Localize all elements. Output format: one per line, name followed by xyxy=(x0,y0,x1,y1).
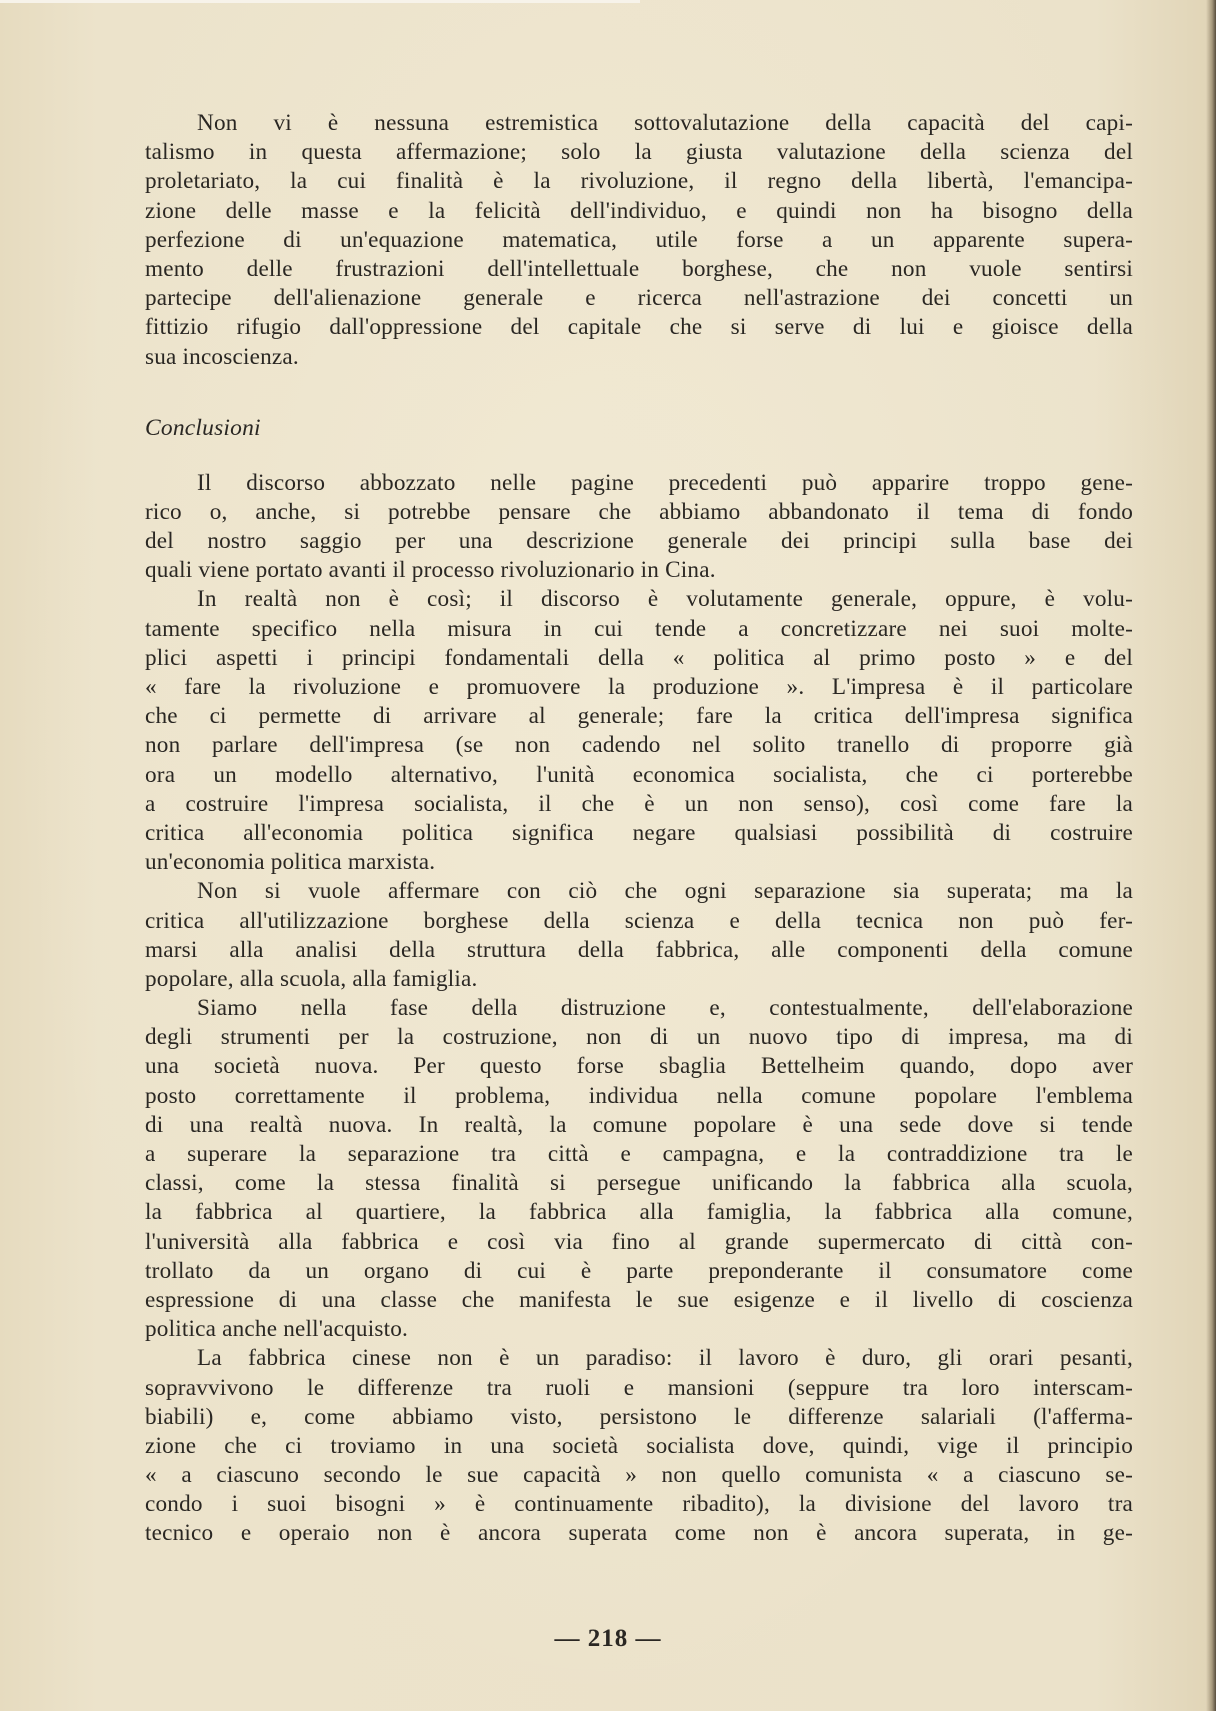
text-line: partecipe dell'alienazione generale e ricerca nell'astrazione dei concetti un xyxy=(145,285,1133,312)
text-line: a superare la separazione tra città e campagna, e la contraddizione tra le xyxy=(145,1141,1133,1167)
paragraph xyxy=(145,877,1133,994)
text-line: fittizio rifugio dall'oppressione del capitale che si serve di lui e gioisce della xyxy=(145,314,1133,341)
text-line: mento delle frustrazioni dell'intellettuale borghese, che non vuole sentirsi xyxy=(145,255,1133,282)
text-line: marsi alla analisi della struttura della fabbrica, alle componenti della comune xyxy=(145,936,1133,963)
intro-paragraph xyxy=(145,109,1133,372)
text-line: ora un modello alternativo, l'unità economica socialista, che ci porterebbe xyxy=(145,761,1133,788)
text-line: popolare, alla scuola, alla famiglia. xyxy=(145,965,478,992)
text-line: un'economia politica marxista. xyxy=(145,849,436,876)
text-line: In realtà non è così; il discorso è volutamente generale, oppure, è volu- xyxy=(197,586,1133,613)
paragraph xyxy=(145,109,1133,372)
paragraph xyxy=(145,1344,1133,1548)
text-line: condo i suoi bisogni » è continuamente ribadito), la divisione del lavoro tra xyxy=(145,1491,1133,1518)
text-line: tecnico e operaio non è ancora superata come non è ancora superata, in ge- xyxy=(145,1520,1133,1547)
section-heading: Conclusioni xyxy=(145,414,261,441)
text-line: Non vi è nessuna estremistica sottovalutazione della capacità del capi- xyxy=(197,110,1133,136)
text-line: che ci permette di arrivare al generale; fare la critica dell'impresa significa xyxy=(145,703,1133,730)
text-line: sopravvivono le differenze tra ruoli e mansioni (seppure tra loro interscam- xyxy=(145,1374,1133,1401)
text-line: l'università alla fabbrica e così via fino al grande supermercato di città con- xyxy=(145,1228,1133,1255)
paragraph xyxy=(145,469,1133,586)
text-line: Siamo nella fase della distruzione e, contestualmente, dell'elaborazione xyxy=(197,995,1133,1022)
text-line: talismo in questa affermazione; solo la giusta valutazione della scienza del xyxy=(145,139,1133,166)
text-line: politica anche nell'acquisto. xyxy=(145,1316,409,1343)
text-line: trollato da un organo di cui è parte preponderante il consumatore come xyxy=(145,1257,1133,1284)
text-line: biabili) e, come abbiamo visto, persistono le differenze salariali (l'afferma- xyxy=(145,1403,1133,1430)
text-line: sua incoscienza. xyxy=(145,343,299,370)
text-line: Non si vuole affermare con ciò che ogni separazione sia superata; ma la xyxy=(197,878,1133,905)
text-line: quali viene portato avanti il processo rivoluzionario in Cina. xyxy=(145,557,716,584)
text-line: la fabbrica al quartiere, la fabbrica alla famiglia, la fabbrica alla comune, xyxy=(145,1199,1133,1226)
text-line: del nostro saggio per una descrizione generale dei principi sulla base dei xyxy=(145,528,1133,555)
text-line: critica all'utilizzazione borghese della scienza e della tecnica non può fer- xyxy=(145,907,1133,934)
text-line: « fare la rivoluzione e promuovere la produzione ». L'impresa è il particolare xyxy=(145,674,1133,700)
page-binding-edge xyxy=(1206,0,1216,1711)
body-text xyxy=(145,109,1133,1549)
text-line: degli strumenti per la costruzione, non di un nuovo tipo di impresa, ma di xyxy=(145,1024,1133,1051)
page-number: — 218 — xyxy=(554,1625,662,1652)
text-line: posto correttamente il problema, individua nella comune popolare l'emblema xyxy=(145,1082,1133,1109)
text-line: perfezione di un'equazione matematica, utile forse a un apparente supera- xyxy=(145,226,1133,253)
section-body xyxy=(145,469,1133,1549)
text-line: plici aspetti i principi fondamentali della « politica al primo posto » e del xyxy=(145,644,1133,671)
text-line: critica all'economia politica significa negare qualsiasi possibilità di costruire xyxy=(145,819,1133,846)
text-line: zione delle masse e la felicità dell'individuo, e quindi non ha bisogno della xyxy=(145,197,1133,224)
text-line: non parlare dell'impresa (se non cadendo nel solito tranello di proporre già xyxy=(145,732,1133,759)
text-line: a costruire l'impresa socialista, il che è un non senso), così come fare la xyxy=(145,790,1133,817)
page-top-strip xyxy=(0,0,640,3)
text-line: una società nuova. Per questo forse sbaglia Bettelheim quando, dopo aver xyxy=(145,1053,1133,1080)
text-line: tamente specifico nella misura in cui tende a concretizzare nei suoi molte- xyxy=(145,615,1133,642)
text-line: « a ciascuno secondo le sue capacità » non quello comunista « a ciascuno se- xyxy=(145,1462,1133,1489)
text-line: di una realtà nuova. In realtà, la comune popolare è una sede dove si tende xyxy=(145,1111,1133,1138)
text-line: proletariato, la cui finalità è la rivoluzione, il regno della libertà, l'emancipa- xyxy=(145,168,1133,195)
paragraph xyxy=(145,994,1133,1344)
paragraph xyxy=(145,585,1133,877)
text-line: zione che ci troviamo in una società socialista dove, quindi, vige il principio xyxy=(145,1432,1133,1459)
text-line: espressione di una classe che manifesta le sue esigenze e il livello di coscienza xyxy=(145,1286,1133,1313)
text-line: Il discorso abbozzato nelle pagine precedenti può apparire troppo gene- xyxy=(197,469,1133,496)
text-line: La fabbrica cinese non è un paradiso: il lavoro è duro, gli orari pesanti, xyxy=(197,1345,1133,1372)
text-line: rico o, anche, si potrebbe pensare che abbiamo abbandonato il tema di fondo xyxy=(145,498,1133,525)
text-line: classi, come la stessa finalità si persegue unificando la fabbrica alla scuola, xyxy=(145,1170,1133,1197)
